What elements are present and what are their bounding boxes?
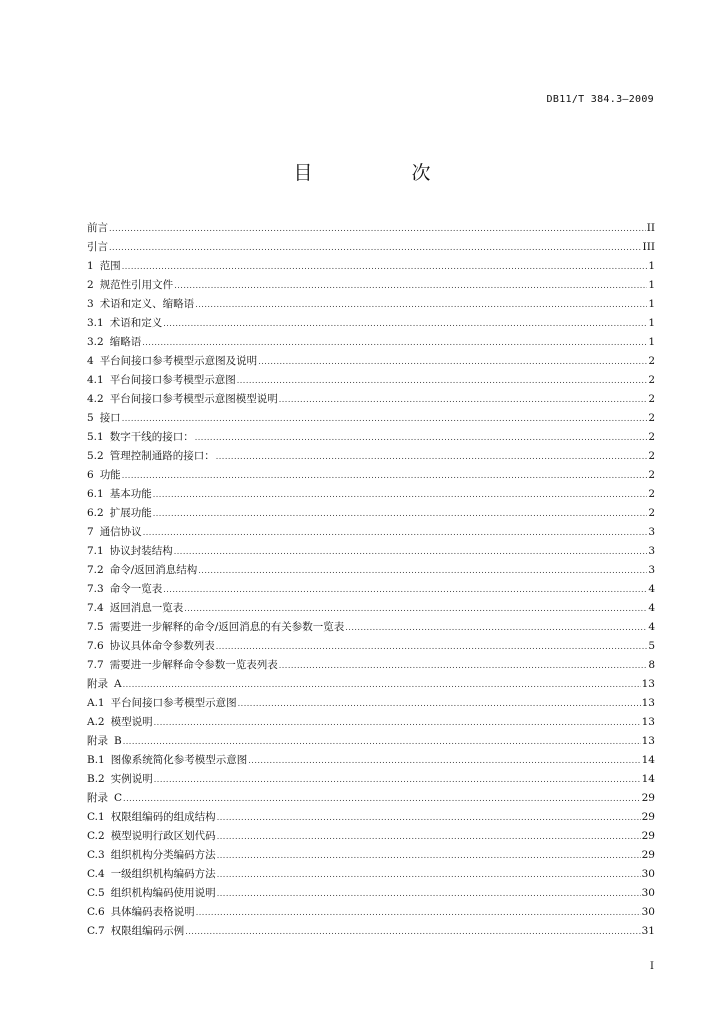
toc-entry[interactable] xyxy=(87,257,655,276)
toc-entry-page: II xyxy=(646,222,655,234)
toc-entry-page: 1 xyxy=(648,260,655,272)
document-code: DB11/T 384.3—2009 xyxy=(546,94,654,105)
toc-dot-leader xyxy=(217,808,641,827)
toc-entry[interactable] xyxy=(87,675,655,694)
toc-entry[interactable] xyxy=(87,504,655,523)
toc-entry[interactable] xyxy=(87,238,655,257)
toc-dot-leader xyxy=(185,922,640,941)
toc-entry-number: 6.1 xyxy=(87,488,104,500)
toc-entry[interactable] xyxy=(87,789,655,808)
toc-entry-page: 3 xyxy=(648,564,655,576)
toc-entry-page: 29 xyxy=(641,792,655,804)
toc-entry-title: 实例说明 xyxy=(110,773,153,785)
toc-dot-leader xyxy=(237,371,648,390)
toc-dot-leader xyxy=(217,884,641,903)
toc-entry-title: 范围 xyxy=(99,260,121,272)
toc-entry-number: 7 xyxy=(87,526,94,538)
toc-entry-number: C.7 xyxy=(87,925,105,937)
toc-entry-page: 13 xyxy=(641,716,655,728)
toc-entry-number: 3 xyxy=(87,298,94,310)
toc-entry-title: 命令/返回消息结构 xyxy=(109,564,198,576)
toc-entry-number: C.5 xyxy=(87,887,105,899)
toc-entry-number: 7.1 xyxy=(87,545,104,557)
toc-entry-number: 4.2 xyxy=(87,393,104,405)
toc-entry-number: 5.2 xyxy=(87,450,104,462)
toc-entry-page: 4 xyxy=(648,602,655,614)
toc-entry-page: 30 xyxy=(641,887,655,899)
toc-entry[interactable] xyxy=(87,827,655,846)
toc-entry-title: 组织机构编码使用说明 xyxy=(110,887,216,899)
toc-entry-number: 6.2 xyxy=(87,507,104,519)
toc-entry-page: 4 xyxy=(648,583,655,595)
toc-entry-number: C.4 xyxy=(87,868,105,880)
toc-entry-title: 管理控制通路的接口： xyxy=(109,450,215,462)
toc-entry-title: 平台间接口参考模型示意图模型说明 xyxy=(109,393,278,405)
toc-entry-number: 7.5 xyxy=(87,621,104,633)
toc-dot-leader xyxy=(279,656,648,675)
toc-dot-leader xyxy=(196,903,641,922)
toc-entry-number: 附录 xyxy=(87,678,108,690)
toc-entry-number: 7.6 xyxy=(87,640,104,652)
toc-dot-leader xyxy=(345,618,647,637)
toc-entry[interactable] xyxy=(87,580,655,599)
toc-dot-leader xyxy=(248,751,640,770)
toc-dot-leader xyxy=(123,675,641,694)
toc-entry[interactable] xyxy=(87,732,655,751)
toc-entry[interactable] xyxy=(87,561,655,580)
toc-dot-leader xyxy=(217,827,641,846)
toc-entry-title: 数字干线的接口： xyxy=(109,431,194,443)
toc-entry[interactable] xyxy=(87,694,655,713)
toc-entry-page: 4 xyxy=(648,621,655,633)
toc-dot-leader xyxy=(238,694,641,713)
toc-entry-title: 协议封装结构 xyxy=(109,545,173,557)
toc-entry-page: 29 xyxy=(641,849,655,861)
toc-entry[interactable] xyxy=(87,447,655,466)
toc-entry-title: 规范性引用文件 xyxy=(99,279,174,291)
toc-dot-leader xyxy=(217,846,641,865)
toc-entry-title: 权限组编码示例 xyxy=(110,925,185,937)
toc-entry-number: 1 xyxy=(87,260,94,272)
toc-dot-leader xyxy=(123,732,641,751)
toc-entry-number: 3.2 xyxy=(87,336,104,348)
toc-entry[interactable] xyxy=(87,903,655,922)
toc-entry-number: 6 xyxy=(87,469,94,481)
toc-entry[interactable] xyxy=(87,409,655,428)
toc-entry[interactable] xyxy=(87,542,655,561)
toc-entry-title: 引言 xyxy=(87,241,108,253)
toc-entry[interactable] xyxy=(87,333,655,352)
toc-entry-page: 13 xyxy=(641,697,655,709)
toc-title: 目 次 xyxy=(293,162,471,184)
toc-entry-title: 术语和定义 xyxy=(109,317,163,329)
toc-entry-page: 1 xyxy=(648,279,655,291)
toc-entry-page: 2 xyxy=(648,374,655,386)
toc-entry-page: 2 xyxy=(648,450,655,462)
toc-entry[interactable] xyxy=(87,466,655,485)
toc-dot-leader xyxy=(279,390,648,409)
toc-entry-title: 权限组编码的组成结构 xyxy=(110,811,216,823)
toc-entry[interactable] xyxy=(87,618,655,637)
toc-dot-leader xyxy=(163,580,647,599)
toc-entry[interactable] xyxy=(87,656,655,675)
toc-entry[interactable] xyxy=(87,352,655,371)
toc-dot-leader xyxy=(142,333,647,352)
toc-entry-title: 通信协议 xyxy=(99,526,142,538)
toc-entry-number: C.3 xyxy=(87,849,105,861)
toc-entry-page: 29 xyxy=(641,830,655,842)
toc-dot-leader xyxy=(143,523,648,542)
toc-entry-page: 30 xyxy=(641,868,655,880)
toc-entry-page: 1 xyxy=(648,336,655,348)
toc-dot-leader xyxy=(195,428,648,447)
toc-entry-number: 7.3 xyxy=(87,583,104,595)
toc-dot-leader xyxy=(184,599,647,618)
toc-entry-page: 2 xyxy=(648,393,655,405)
toc-entry-title: 模型说明 xyxy=(110,716,153,728)
toc-entry-page: 2 xyxy=(648,469,655,481)
toc-entry-title: 图像系统简化参考模型示意图 xyxy=(110,754,248,766)
toc-dot-leader xyxy=(195,295,647,314)
toc-dot-leader xyxy=(163,314,647,333)
toc-entry-title: 平台间接口参考模型示意图 xyxy=(109,374,236,386)
toc-entry-number: 7.4 xyxy=(87,602,104,614)
toc-entry-page: 2 xyxy=(648,431,655,443)
toc-entry[interactable] xyxy=(87,751,655,770)
toc-entry-title: 功能 xyxy=(99,469,121,481)
toc-entry-page: 2 xyxy=(648,355,655,367)
toc-entry-page: 1 xyxy=(648,298,655,310)
toc-entry[interactable] xyxy=(87,276,655,295)
toc-entry[interactable] xyxy=(87,865,655,884)
toc-entry[interactable] xyxy=(87,884,655,903)
toc-entry-title: 具体编码表格说明 xyxy=(110,906,195,918)
toc-entry-page: 3 xyxy=(648,545,655,557)
toc-entry-page: 1 xyxy=(648,317,655,329)
toc-dot-leader xyxy=(122,257,648,276)
toc-entry-number: 5.1 xyxy=(87,431,104,443)
toc-dot-leader xyxy=(123,789,641,808)
toc-entry-title: 协议具体命令参数列表 xyxy=(109,640,215,652)
toc-dot-leader xyxy=(217,865,641,884)
toc-entry-number: 7.7 xyxy=(87,659,104,671)
toc-entry-number: A.2 xyxy=(87,716,105,728)
toc-entry-number: C.1 xyxy=(87,811,105,823)
toc-entry-number: 4 xyxy=(87,355,94,367)
toc-dot-leader xyxy=(109,238,642,257)
toc-entry[interactable] xyxy=(87,295,655,314)
toc-entry[interactable] xyxy=(87,428,655,447)
toc-dot-leader xyxy=(153,504,648,523)
toc-entry-number: B.1 xyxy=(87,754,105,766)
toc-entry[interactable] xyxy=(87,219,655,238)
toc-entry-page: 13 xyxy=(641,735,655,747)
toc-dot-leader xyxy=(174,276,647,295)
toc-entry[interactable] xyxy=(87,314,655,333)
table-of-contents xyxy=(87,219,655,941)
toc-entry[interactable] xyxy=(87,770,655,789)
toc-entry-title: 术语和定义、缩略语 xyxy=(99,298,195,310)
toc-entry[interactable] xyxy=(87,523,655,542)
toc-entry-page: 31 xyxy=(641,925,655,937)
toc-entry[interactable] xyxy=(87,390,655,409)
toc-entry[interactable] xyxy=(87,713,655,732)
toc-entry-number: 3.1 xyxy=(87,317,104,329)
toc-entry-title: 组织机构分类编码方法 xyxy=(110,849,216,861)
toc-entry-title: C xyxy=(114,792,123,804)
toc-entry[interactable] xyxy=(87,485,655,504)
toc-entry-title: 扩展功能 xyxy=(109,507,152,519)
toc-entry-number: A.1 xyxy=(87,697,105,709)
toc-entry-title: 缩略语 xyxy=(109,336,142,348)
toc-entry-title: 返回消息一览表 xyxy=(109,602,184,614)
toc-entry-title: 基本功能 xyxy=(109,488,152,500)
toc-entry[interactable] xyxy=(87,846,655,865)
toc-entry[interactable] xyxy=(87,808,655,827)
toc-entry-page: 14 xyxy=(641,754,655,766)
toc-entry-title: 平台间接口参考模型示意图及说明 xyxy=(99,355,258,367)
toc-entry-number: C.2 xyxy=(87,830,105,842)
toc-entry-page: III xyxy=(642,241,655,253)
toc-entry-title: 平台间接口参考模型示意图 xyxy=(110,697,237,709)
toc-entry-number: 附录 xyxy=(87,792,108,804)
toc-dot-leader xyxy=(153,485,648,504)
toc-entry-title: 需要进一步解释命令参数一览表列表 xyxy=(109,659,278,671)
toc-entry-page: 2 xyxy=(648,412,655,424)
toc-entry-number: 2 xyxy=(87,279,94,291)
toc-dot-leader xyxy=(109,219,646,238)
toc-entry-number: B.2 xyxy=(87,773,105,785)
toc-entry-title: 接口 xyxy=(99,412,121,424)
toc-entry-page: 29 xyxy=(641,811,655,823)
toc-entry-page: 13 xyxy=(641,678,655,690)
toc-entry-title: 前言 xyxy=(87,222,108,234)
toc-entry-title: 模型说明行政区划代码 xyxy=(110,830,216,842)
toc-dot-leader xyxy=(258,352,647,371)
toc-entry[interactable] xyxy=(87,599,655,618)
toc-dot-leader xyxy=(216,447,648,466)
toc-entry-title: 一级组织机构编码方法 xyxy=(110,868,216,880)
toc-entry-title: B xyxy=(114,735,122,747)
toc-entry-number: 5 xyxy=(87,412,94,424)
toc-entry-page: 30 xyxy=(641,906,655,918)
toc-entry[interactable] xyxy=(87,922,655,941)
toc-entry-number: 7.2 xyxy=(87,564,104,576)
toc-dot-leader xyxy=(122,466,648,485)
toc-entry-title: 命令一览表 xyxy=(109,583,163,595)
toc-entry-page: 8 xyxy=(648,659,655,671)
toc-dot-leader xyxy=(216,637,648,656)
page-number: I xyxy=(650,961,654,972)
toc-entry-title: 需要进一步解释的命令/返回消息的有关参数一览表 xyxy=(109,621,345,633)
toc-entry[interactable] xyxy=(87,371,655,390)
toc-dot-leader xyxy=(154,770,641,789)
toc-entry-page: 2 xyxy=(648,488,655,500)
toc-entry-number: 4.1 xyxy=(87,374,104,386)
toc-dot-leader xyxy=(122,409,648,428)
toc-entry-page: 5 xyxy=(648,640,655,652)
toc-entry-page: 3 xyxy=(648,526,655,538)
toc-entry-title: A xyxy=(114,678,122,690)
toc-entry-number: C.6 xyxy=(87,906,105,918)
toc-entry-page: 14 xyxy=(641,773,655,785)
toc-dot-leader xyxy=(174,542,648,561)
toc-dot-leader xyxy=(198,561,647,580)
toc-dot-leader xyxy=(154,713,641,732)
toc-entry-number: 附录 xyxy=(87,735,108,747)
toc-entry-page: 2 xyxy=(648,507,655,519)
toc-entry[interactable] xyxy=(87,637,655,656)
